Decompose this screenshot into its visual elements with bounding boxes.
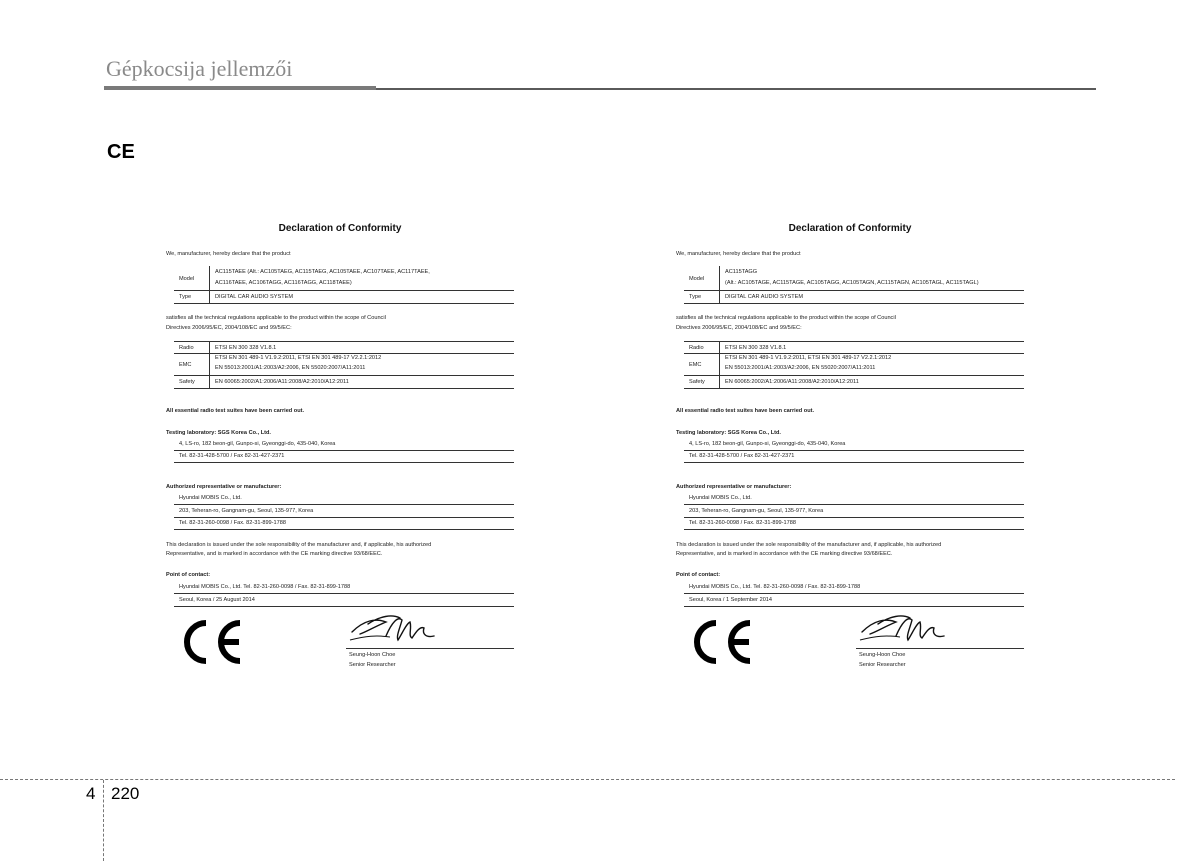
radio-tests-note: All essential radio test suites have been carried out. (676, 408, 815, 414)
rep-heading: Authorized representative or manufacturer: (166, 484, 282, 490)
satisfies-line-1: satisfies all the technical regulations applicable to the product within the scope of Council (676, 315, 896, 321)
footer-vertical-divider (103, 780, 104, 861)
rep-name: Hyundai MOBIS Co., Ltd. (179, 495, 242, 501)
intro-text: We, manufacturer, hereby declare that the product (676, 251, 801, 257)
table-rule (684, 303, 1024, 304)
type-value: DIGITAL CAR AUDIO SYSTEM (215, 294, 294, 300)
table-divider (209, 341, 210, 389)
declaration-document-left (164, 218, 516, 688)
table-divider (719, 341, 720, 389)
table-rule (684, 353, 1024, 354)
table-rule (684, 504, 1024, 505)
model-line-2: (Alt.: AC105TAGE, AC115TAGE, AC105TAGG, AC105TAGN, AC115TAGN, AC105TAGL, AC115TAGL) (725, 280, 979, 286)
signature-line (346, 648, 514, 649)
satisfies-line-2: Directives 2006/95/EC, 2004/108/EC and 99/5/EC: (676, 325, 802, 331)
signer-title: Senior Researcher (859, 662, 906, 668)
radio-label: Radio (689, 345, 704, 351)
declaration-title: Declaration of Conformity (278, 223, 402, 234)
contact-line: Hyundai MOBIS Co., Ltd. Tel. 82-31-260-0098 / Fax. 82-31-899-1788 (689, 584, 861, 590)
table-rule (174, 303, 514, 304)
lab-tel: Tel. 82-31-428-5700 / Fax 82-31-427-2371 (689, 453, 795, 459)
table-rule (174, 504, 514, 505)
declaration-line-1: This declaration is issued under the sole responsibility of the manufacturer and, if applicable, his authorized (166, 542, 432, 548)
table-rule (174, 450, 514, 451)
safety-label: Safety (179, 379, 195, 385)
lab-heading: Testing laboratory: SGS Korea Co., Ltd. (166, 430, 271, 436)
table-rule (684, 388, 1024, 389)
table-rule (174, 353, 514, 354)
signer-name: Seung-Hoon Choe (349, 652, 396, 658)
contact-heading: Point of contact: (676, 572, 721, 578)
type-label: Type (689, 294, 702, 300)
table-rule (174, 290, 514, 291)
declaration-line-2: Representative, and is marked in accordance with the CE marking directive 93/68/EEC. (676, 551, 893, 557)
declaration-title: Declaration of Conformity (788, 223, 912, 234)
model-line-1: AC115TAGG (725, 269, 758, 275)
table-rule (684, 375, 1024, 376)
radio-label: Radio (179, 345, 194, 351)
table-rule (174, 606, 514, 607)
satisfies-line-2: Directives 2006/95/EC, 2004/108/EC and 99/5/EC: (166, 325, 292, 331)
model-label: Model (689, 276, 705, 282)
signature-line (856, 648, 1024, 649)
place-date: Seoul, Korea / 1 September 2014 (689, 597, 773, 603)
declaration-document-right (674, 218, 1026, 688)
contact-heading: Point of contact: (166, 572, 211, 578)
table-rule (174, 375, 514, 376)
table-rule (684, 529, 1024, 530)
signer-name: Seung-Hoon Choe (859, 652, 906, 658)
table-rule (174, 341, 514, 342)
place-date: Seoul, Korea / 25 August 2014 (179, 597, 255, 603)
safety-value: EN 60065:2002/A1:2006/A11:2008/A2:2010/A12:2011 (725, 379, 859, 385)
type-value: DIGITAL CAR AUDIO SYSTEM (725, 294, 804, 300)
contact-line: Hyundai MOBIS Co., Ltd. Tel. 82-31-260-0098 / Fax. 82-31-899-1788 (179, 584, 351, 590)
table-rule (684, 593, 1024, 594)
signer-title: Senior Researcher (349, 662, 396, 668)
rep-heading: Authorized representative or manufacturer: (676, 484, 792, 490)
rep-name: Hyundai MOBIS Co., Ltd. (689, 495, 752, 501)
ce-mark-icon (686, 618, 754, 666)
declaration-line-1: This declaration is issued under the sole responsibility of the manufacturer and, if applicable, his authorized (676, 542, 942, 548)
page-number: 220 (111, 784, 140, 803)
emc-line-1: ETSI EN 301 489-1 V1.9.2:2011, ETSI EN 301 489-17 V2.2.1:2012 (215, 355, 382, 361)
rep-tel: Tel. 82-31-260-0098 / Fax. 82-31-899-1788 (689, 520, 796, 526)
emc-line-1: ETSI EN 301 489-1 V1.9.2:2011, ETSI EN 301 489-17 V2.2.1:2012 (725, 355, 892, 361)
section-title: Gépkocsija jellemzői (106, 56, 293, 81)
satisfies-line-1: satisfies all the technical regulations applicable to the product within the scope of Council (166, 315, 386, 321)
model-line-1: AC115TAEE (Alt.: AC105TAEG, AC115TAEG, AC105TAEE, AC107TAEE, AC117TAEE, (215, 269, 430, 275)
footer-divider (0, 779, 1175, 780)
header-rule-accent (104, 86, 376, 90)
chapter-number: 4 (86, 784, 96, 803)
rep-tel: Tel. 82-31-260-0098 / Fax. 82-31-899-1788 (179, 520, 286, 526)
model-line-2: AC116TAEE, AC106TAGG, AC116TAGG, AC118TAEE) (215, 280, 352, 286)
table-rule (174, 462, 514, 463)
lab-tel: Tel. 82-31-428-5700 / Fax 82-31-427-2371 (179, 453, 285, 459)
table-divider (209, 266, 210, 303)
radio-value: ETSI EN 300 328 V1.8.1 (215, 345, 277, 351)
declaration-line-2: Representative, and is marked in accordance with the CE marking directive 93/68/EEC. (166, 551, 383, 557)
emc-line-2: EN 55013:2001/A1:2003/A2:2006, EN 55020:2007/A11:2011 (725, 365, 876, 371)
safety-label: Safety (689, 379, 705, 385)
emc-label: EMC (689, 362, 702, 368)
model-label: Model (179, 276, 195, 282)
rep-address: 203, Teheran-ro, Gangnam-gu, Seoul, 135-977, Korea (179, 508, 314, 514)
header-rule (376, 88, 1096, 90)
table-rule (684, 517, 1024, 518)
table-divider (719, 266, 720, 303)
lab-address: 4, LS-ro, 182 beon-gil, Gunpo-si, Gyeonggi-do, 435-040, Korea (179, 441, 336, 447)
ce-mark-icon (176, 618, 244, 666)
table-rule (684, 341, 1024, 342)
safety-value: EN 60065:2002/A1:2006/A11:2008/A2:2010/A12:2011 (215, 379, 349, 385)
table-rule (174, 593, 514, 594)
table-rule (684, 606, 1024, 607)
emc-label: EMC (179, 362, 192, 368)
intro-text: We, manufacturer, hereby declare that the product (166, 251, 291, 257)
table-rule (174, 529, 514, 530)
table-rule (684, 290, 1024, 291)
emc-line-2: EN 55013:2001/A1:2003/A2:2006, EN 55020:2007/A11:2011 (215, 365, 366, 371)
table-rule (174, 388, 514, 389)
lab-address: 4, LS-ro, 182 beon-gil, Gunpo-si, Gyeonggi-do, 435-040, Korea (689, 441, 846, 447)
page-heading: CE (107, 141, 135, 163)
rep-address: 203, Teheran-ro, Gangnam-gu, Seoul, 135-977, Korea (689, 508, 824, 514)
table-rule (684, 462, 1024, 463)
radio-tests-note: All essential radio test suites have been carried out. (166, 408, 305, 414)
table-rule (684, 450, 1024, 451)
radio-value: ETSI EN 300 328 V1.8.1 (725, 345, 787, 351)
type-label: Type (179, 294, 192, 300)
table-rule (174, 517, 514, 518)
lab-heading: Testing laboratory: SGS Korea Co., Ltd. (676, 430, 781, 436)
